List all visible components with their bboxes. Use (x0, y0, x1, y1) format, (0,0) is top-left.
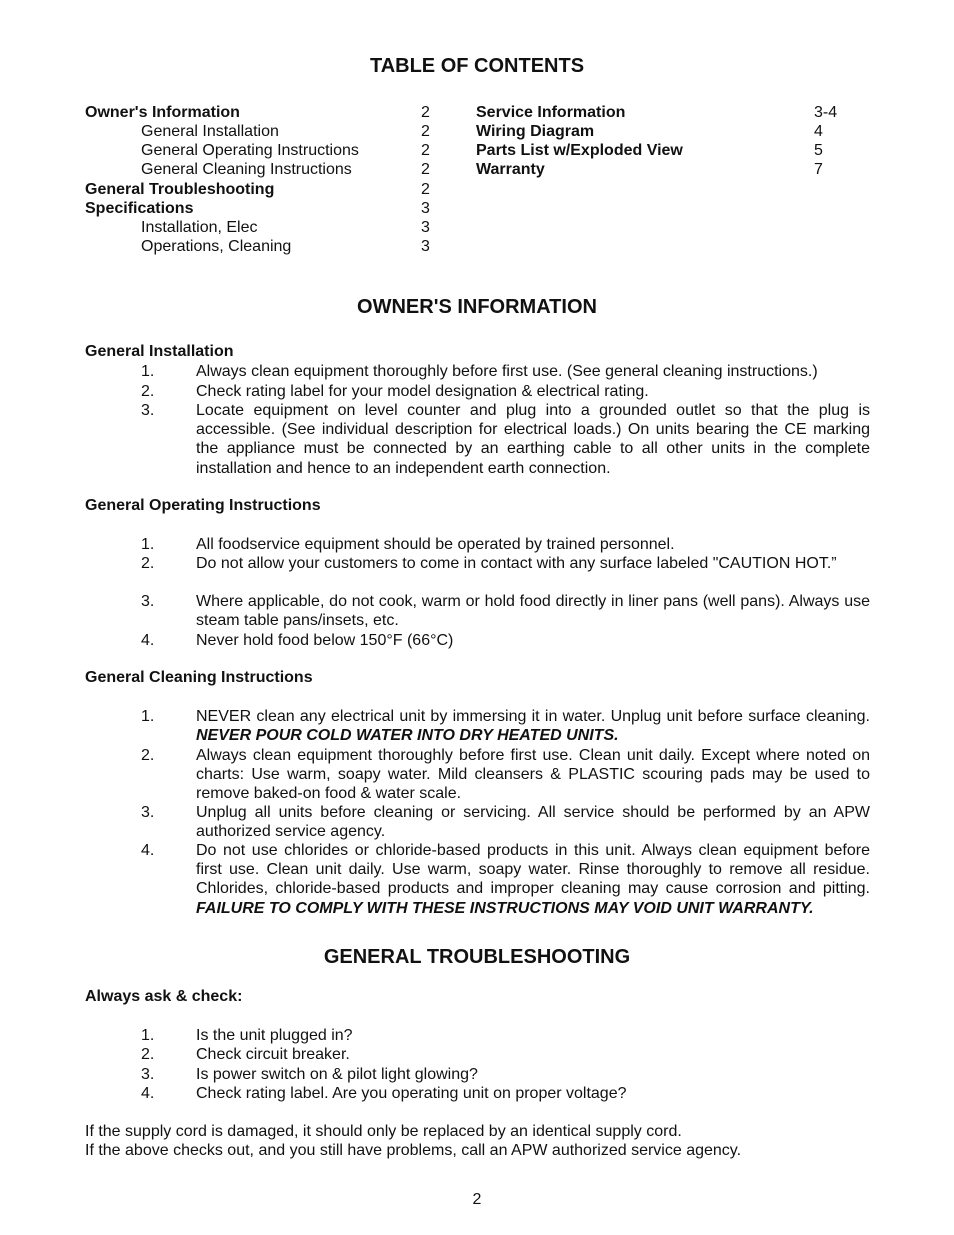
troubleshooting-heading: Always ask & check: (85, 988, 243, 1005)
item-text-body: NEVER clean any electrical unit by immersing it in water. Unplug unit before surface cleaning. (196, 708, 870, 725)
list-item (141, 401, 870, 478)
toc-entry[interactable]: Warranty (476, 161, 545, 178)
item-text: Where applicable, do not cook, warm or hold food directly in liner pans (well pans). Always use steam table pans/insets, etc. (196, 593, 870, 630)
item-number: 1. (141, 1027, 155, 1044)
toc-entry[interactable]: Installation, Elec (141, 219, 258, 236)
item-number: 3. (141, 804, 155, 821)
toc-page: 3 (421, 219, 430, 236)
item-number: 1. (141, 536, 155, 553)
toc-entry[interactable]: General Troubleshooting (85, 181, 275, 198)
list-item (141, 841, 870, 918)
item-warning: FAILURE TO COMPLY WITH THESE INSTRUCTIONS MAY VOID UNIT WARRANTY. (196, 899, 814, 917)
operating-heading: General Operating Instructions (85, 497, 321, 514)
item-text: Do not allow your customers to come in contact with any surface labeled "CAUTION HOT.” (196, 555, 837, 572)
item-number: 3. (141, 1066, 155, 1083)
item-warning: NEVER POUR COLD WATER INTO DRY HEATED UNITS. (196, 727, 619, 745)
toc-page: 2 (421, 123, 430, 140)
list-item (141, 382, 870, 401)
toc-page: 2 (421, 142, 430, 159)
owners-title: OWNER'S INFORMATION (357, 296, 597, 318)
toc-entry[interactable]: Owner's Information (85, 104, 240, 121)
item-text: All foodservice equipment should be operated by trained personnel. (196, 536, 675, 553)
list-item (141, 1045, 870, 1064)
toc-page: 2 (421, 181, 430, 198)
item-text: Is the unit plugged in? (196, 1027, 353, 1044)
toc-page: 5 (814, 142, 823, 159)
item-number: 2. (141, 747, 155, 764)
toc-entry[interactable]: Specifications (85, 200, 194, 217)
item-number: 1. (141, 363, 155, 380)
supply-cord-note: If the supply cord is damaged, it should only be replaced by an identical supply cord. (85, 1123, 682, 1140)
toc-page: 2 (421, 104, 430, 121)
list-item (141, 707, 870, 745)
item-number: 4. (141, 632, 155, 649)
toc-entry[interactable]: General Cleaning Instructions (141, 161, 352, 178)
toc-page: 3-4 (814, 104, 838, 121)
item-text: Always clean equipment thoroughly before first use. Clean unit daily. Except where noted on charts: Use warm, soapy water. Mild cleansers & PLASTIC scouring pads may be used to remove baked-on food & water scale. (196, 747, 870, 803)
item-text: Always clean equipment thoroughly before first use. (See general cleaning instructions.) (196, 363, 818, 380)
item-text: Check rating label. Are you operating unit on proper voltage? (196, 1085, 627, 1102)
item-text: Check rating label for your model designation & electrical rating. (196, 383, 649, 400)
toc-entry[interactable]: Parts List w/Exploded View (476, 142, 683, 159)
item-text-body: Do not use chlorides or chloride-based products in this unit. Always clean equipment before first use. Clean unit daily. Use warm, soapy water. Rinse thoroughly to remove all residue. Chlorides, chloride-based products and improper cleaning may cause corrosion and pitting. (196, 842, 870, 898)
toc-entry[interactable]: General Installation (141, 123, 279, 140)
list-item (141, 362, 870, 381)
toc-page: 4 (814, 123, 823, 140)
item-text: Never hold food below 150°F (66°C) (196, 632, 454, 649)
toc-entry[interactable]: General Operating Instructions (141, 142, 359, 159)
item-number: 2. (141, 1046, 155, 1063)
toc-page: 3 (421, 238, 430, 255)
toc-entry[interactable]: Service Information (476, 104, 626, 121)
item-number: 1. (141, 708, 155, 725)
item-text (196, 707, 870, 745)
list-item (141, 1084, 870, 1103)
item-text (196, 841, 870, 918)
list-item (141, 1026, 870, 1045)
item-number: 4. (141, 1085, 155, 1102)
item-text: Unplug all units before cleaning or servicing. All service should be performed by an APW authorized service agency. (196, 804, 870, 841)
install-heading: General Installation (85, 343, 234, 360)
toc-entry[interactable]: Wiring Diagram (476, 123, 595, 140)
item-text: Locate equipment on level counter and plug into a grounded outlet so that the plug is accessible. (See individual description for electrical loads.) On units bearing the CE marking the appliance must be connected by an earthing cable to all other units in the complete installation and hence to an independent earth connection. (196, 402, 870, 477)
troubleshooting-title: GENERAL TROUBLESHOOTING (323, 946, 631, 968)
item-number: 3. (141, 593, 155, 610)
item-number: 4. (141, 842, 155, 859)
toc-title: TABLE OF CONTENTS (369, 55, 585, 77)
list-item (141, 631, 870, 650)
item-number: 3. (141, 402, 155, 419)
list-item (141, 592, 870, 630)
cleaning-heading: General Cleaning Instructions (85, 669, 313, 686)
list-item (141, 803, 870, 841)
list-item (141, 554, 870, 573)
item-number: 2. (141, 383, 155, 400)
list-item (141, 1065, 870, 1084)
toc-page: 7 (814, 161, 823, 178)
item-text: Is power switch on & pilot light glowing? (196, 1066, 478, 1083)
item-number: 2. (141, 555, 155, 572)
page-number: 2 (472, 1191, 482, 1208)
toc-page: 2 (421, 161, 430, 178)
item-text: Check circuit breaker. (196, 1046, 350, 1063)
toc-entry[interactable]: Operations, Cleaning (141, 238, 292, 255)
service-agency-note: If the above checks out, and you still have problems, call an APW authorized service agency. (85, 1142, 742, 1159)
toc-page: 3 (421, 200, 430, 217)
list-item (141, 535, 870, 554)
list-item (141, 746, 870, 804)
